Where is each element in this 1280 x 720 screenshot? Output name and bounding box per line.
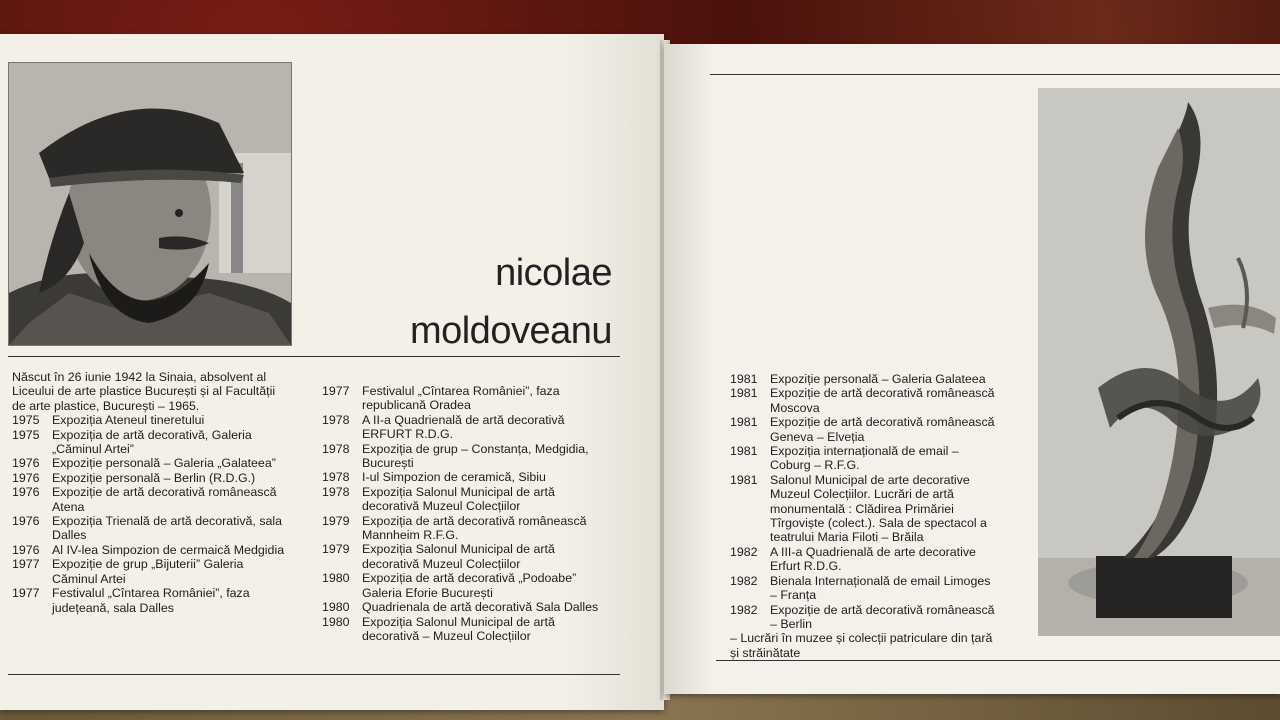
entry-text: Expoziție de artă decorativă românească Atena (52, 485, 277, 514)
right-page (664, 44, 1280, 694)
chronology-column-2 (322, 384, 610, 643)
chronology-entry (730, 545, 998, 574)
entry-year: 1976 (12, 470, 40, 485)
left-page-bottom-rule (8, 674, 620, 675)
chronology-entry (322, 514, 610, 543)
entry-text: Al IV-lea Simpozion de cermaică Medgidia (52, 542, 285, 557)
entry-year: 1975 (12, 413, 40, 428)
artist-last-name: moldoveanu (409, 310, 612, 352)
entry-text: Expoziția de grup – Constanța, Medgidia, București (362, 441, 589, 471)
entry-year: 1979 (322, 542, 350, 557)
artist-portrait-photo (8, 62, 292, 346)
chronology-entry (322, 615, 610, 644)
right-page-bottom-rule (716, 660, 1280, 661)
left-page (0, 34, 664, 710)
chronology-entry (12, 586, 292, 615)
chronology-entry (322, 485, 610, 514)
entry-year: 1977 (322, 384, 350, 398)
entry-text: Expoziția de artă decorativă „Podoabe” Galeria Eforie București (362, 571, 577, 600)
right-page-top-rule (710, 74, 1280, 75)
entry-text: Festivalul „Cîntarea României”, faza republicană Oradea (362, 384, 560, 413)
chronology-entry (730, 372, 998, 386)
entry-year: 1981 (730, 415, 758, 430)
entry-year: 1981 (730, 386, 758, 401)
entry-year: 1976 (12, 542, 40, 557)
entry-text: Expoziție de artă decorativă românească Geneva – Elveția (770, 415, 995, 444)
entry-text: Expoziție personală – Galeria „Galateea” (52, 456, 276, 471)
entry-text: Expoziția de artă decorativă, Galeria „Căminul Artei” (52, 427, 252, 457)
left-page-rule (8, 356, 620, 357)
entry-text: Expoziția de artă decorativă românească Mannheim R.F.G. (362, 513, 587, 543)
column-3-entries (730, 372, 998, 631)
entry-year: 1982 (730, 602, 758, 617)
entry-text: Salonul Municipal de arte decorative Muzeul Colecțiilor. Lucrări de artă monumentală : Clădirea Primăriei Tîrgoviște (colect.). Sala de spectacol a teatrului Maria Filoti – Brăila (770, 472, 987, 545)
entry-year: 1977 (12, 557, 40, 572)
entry-year: 1975 (12, 427, 40, 442)
sculpture-illustration (1038, 88, 1280, 636)
entry-year: 1981 (730, 472, 758, 487)
entry-year: 1980 (322, 614, 350, 629)
chronology-entry (322, 413, 610, 442)
entry-text: Expoziție personală – Berlin (R.D.G.) (52, 470, 256, 485)
entry-year: 1980 (322, 600, 350, 615)
chronology-entry (12, 471, 292, 485)
entry-text: Expoziție de artă decorativă românească – Berlin (770, 602, 995, 631)
chronology-entry (12, 485, 292, 514)
entry-text: Festivalul „Cîntarea României”, faza județeană, sala Dalles (52, 586, 250, 615)
entry-text: Bienala Internațională de email Limoges – Franța (770, 573, 991, 603)
entry-year: 1982 (730, 573, 758, 588)
closing-note: – Lucrări în muzee și colecții patriculare din țară și străinătate (730, 631, 993, 660)
entry-year: 1978 (322, 412, 350, 427)
column-2-entries (322, 384, 610, 643)
entry-text: Expoziție personală – Galeria Galateea (770, 372, 986, 386)
entry-year: 1981 (730, 372, 758, 386)
entry-text: Expoziția Salonul Municipal de artă decorativă Muzeul Colecțiilor (362, 542, 555, 571)
entry-year: 1978 (322, 484, 350, 499)
sculpture-photo (1038, 88, 1280, 636)
entry-text: Expoziție de artă decorativă românească Moscova (770, 386, 995, 415)
entry-year: 1978 (322, 470, 350, 485)
chronology-entry (322, 600, 610, 614)
chronology-entry (12, 456, 292, 470)
entry-text: Expoziția internațională de email – Coburg – R.F.G. (770, 444, 959, 473)
entry-year: 1977 (12, 586, 40, 601)
artist-first-name: nicolae (495, 252, 612, 294)
entry-text: Expoziție de grup „Bijuterii” Galeria Căminul Artei (52, 557, 244, 586)
entry-year: 1981 (730, 444, 758, 459)
entry-text: Expoziția Salonul Municipal de artă decorativă – Muzeul Colecțiilor (362, 614, 555, 643)
entry-year: 1979 (322, 513, 350, 528)
chronology-entry (730, 603, 998, 632)
entry-text: Expoziția Ateneul tineretului (52, 413, 205, 428)
entry-text: Expoziția Trienală de artă decorativă, sala Dalles (52, 514, 283, 543)
chronology-entry (12, 543, 292, 557)
entry-year: 1976 (12, 485, 40, 500)
chronology-entry (12, 428, 292, 457)
entry-year: 1976 (12, 514, 40, 529)
chronology-entry (12, 413, 292, 427)
entry-text: A II-a Quadrienală de artă decorativă ERFURT R.D.G. (362, 412, 565, 442)
chronology-entry (730, 386, 998, 415)
chronology-entry (12, 557, 292, 586)
chronology-entry (322, 542, 610, 571)
chronology-entry (322, 384, 610, 413)
entry-text: Quadrienala de artă decorativă Sala Dalles (362, 600, 599, 615)
entry-year: 1980 (322, 571, 350, 586)
chronology-column-1 (12, 370, 292, 615)
chronology-entry (730, 473, 998, 545)
entry-year: 1976 (12, 456, 40, 471)
entry-text: Expoziția Salonul Municipal de artă decorativă Muzeul Colecțiilor (362, 484, 555, 514)
chronology-column-3 (730, 372, 998, 660)
chronology-entry (322, 571, 610, 600)
biography-text: Născut în 26 iunie 1942 la Sinaia, absolvent al Liceului de arte plastice București și al Facultății de arte plastice, București – 1965. (12, 370, 276, 413)
entry-year: 1978 (322, 441, 350, 456)
chronology-entry (730, 444, 998, 473)
entry-text: I-ul Simpozion de ceramică, Sibiu (362, 470, 546, 485)
chronology-entry (322, 470, 610, 484)
column-1-entries (12, 413, 292, 615)
chronology-entry (730, 415, 998, 444)
chronology-entry (322, 442, 610, 471)
entry-text: A III-a Quadrienală de arte decorative Erfurt R.D.G. (770, 544, 976, 574)
portrait-illustration (9, 63, 291, 345)
entry-year: 1982 (730, 544, 758, 559)
chronology-entry (12, 514, 292, 543)
artist-name (380, 244, 612, 360)
chronology-entry (730, 574, 998, 603)
